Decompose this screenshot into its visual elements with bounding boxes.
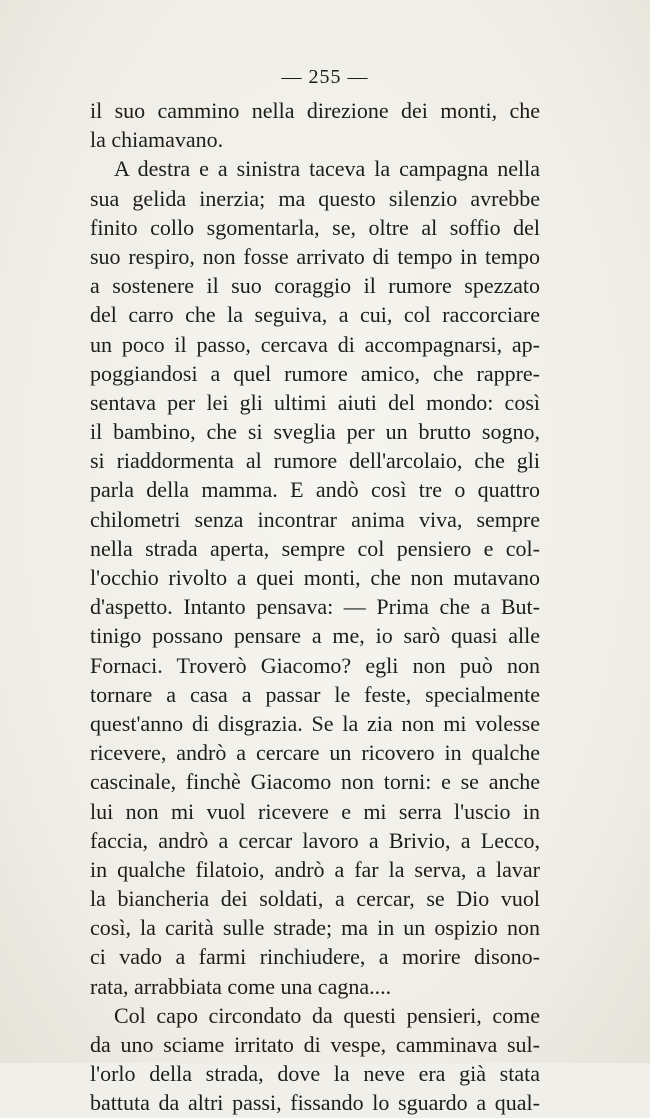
text-line: tinigo possano pensare a me, io sarò quasi alle xyxy=(90,623,540,649)
text-line: la biancheria dei soldati, a cercar, se Dio vuol xyxy=(90,886,540,912)
text-line: del carro che la seguiva, a cui, col raccorciare xyxy=(90,302,540,328)
text-line: si riaddormenta al rumore dell'arcolaio, che gli xyxy=(90,448,540,474)
text-line: parla della mamma. E andò così tre o quattro xyxy=(90,477,540,503)
text-line: sentava per lei gli ultimi aiuti del mondo: così xyxy=(90,389,540,415)
text-line: d'aspetto. Intanto pensava: — Prima che a But- xyxy=(90,594,540,620)
text-line: l'orlo della strada, dove la neve era già stata xyxy=(90,1061,540,1087)
text-line: a sostenere il suo coraggio il rumore spezzato xyxy=(90,273,540,299)
text-line: in qualche filatoio, andrò a far la serva, a lavar xyxy=(90,856,540,882)
page-number: — 255 — xyxy=(281,66,369,88)
text-line: Col capo circondato da questi pensieri, come xyxy=(114,1002,540,1028)
text-line: ci vado a farmi rinchiudere, a morire disono- xyxy=(90,944,540,970)
text-line: ricevere, andrò a cercare un ricovero in qualche xyxy=(90,740,540,766)
text-line: quest'anno di disgrazia. Se la zia non mi volesse xyxy=(90,710,540,736)
text-line: lui non mi vuol ricevere e mi serra l'uscio in xyxy=(90,798,540,824)
text-line: battuta da altri passi, fissando lo sguardo a qual- xyxy=(90,1090,540,1116)
text-line: cascinale, finchè Giacomo non torni: e se anche xyxy=(90,769,540,795)
text-line: A destra e a sinistra taceva la campagna nella xyxy=(114,156,540,182)
body-text xyxy=(90,96,540,1118)
text-line: nella strada aperta, sempre col pensiero e col- xyxy=(90,535,540,561)
text-line: rata, arrabbiata come una cagna.... xyxy=(90,973,392,999)
text-line: sua gelida inerzia; ma questo silenzio avrebbe xyxy=(90,185,540,211)
text-line: faccia, andrò a cercar lavoro a Brivio, a Lecco, xyxy=(90,827,540,853)
text-line: così, la carità sulle strade; ma in un ospizio non xyxy=(90,915,540,941)
text-line: finito collo sgomentarla, se, oltre al soffio del xyxy=(90,214,540,240)
text-line: da uno sciame irritato di vespe, camminava sul- xyxy=(90,1032,540,1057)
text-line: la chiamavano. xyxy=(90,127,224,153)
text-line: suo respiro, non fosse arrivato di tempo in tempo xyxy=(90,243,540,269)
text-line: chilometri senza incontrar anima viva, sempre xyxy=(90,506,540,532)
text-line: il bambino, che si sveglia per un brutto sogno, xyxy=(90,419,540,445)
text-line: l'occhio rivolto a quei monti, che non mutavano xyxy=(90,565,540,590)
text-line: Fornaci. Troverò Giacomo? egli non può non xyxy=(90,652,540,678)
text-line: poggiandosi a quel rumore amico, che rappre- xyxy=(90,360,540,386)
text-line: un poco il passo, cercava di accompagnarsi, ap- xyxy=(90,331,540,357)
text-line: il suo cammino nella direzione dei monti, che xyxy=(90,98,540,123)
text-line: tornare a casa a passar le feste, specialmente xyxy=(90,681,540,707)
